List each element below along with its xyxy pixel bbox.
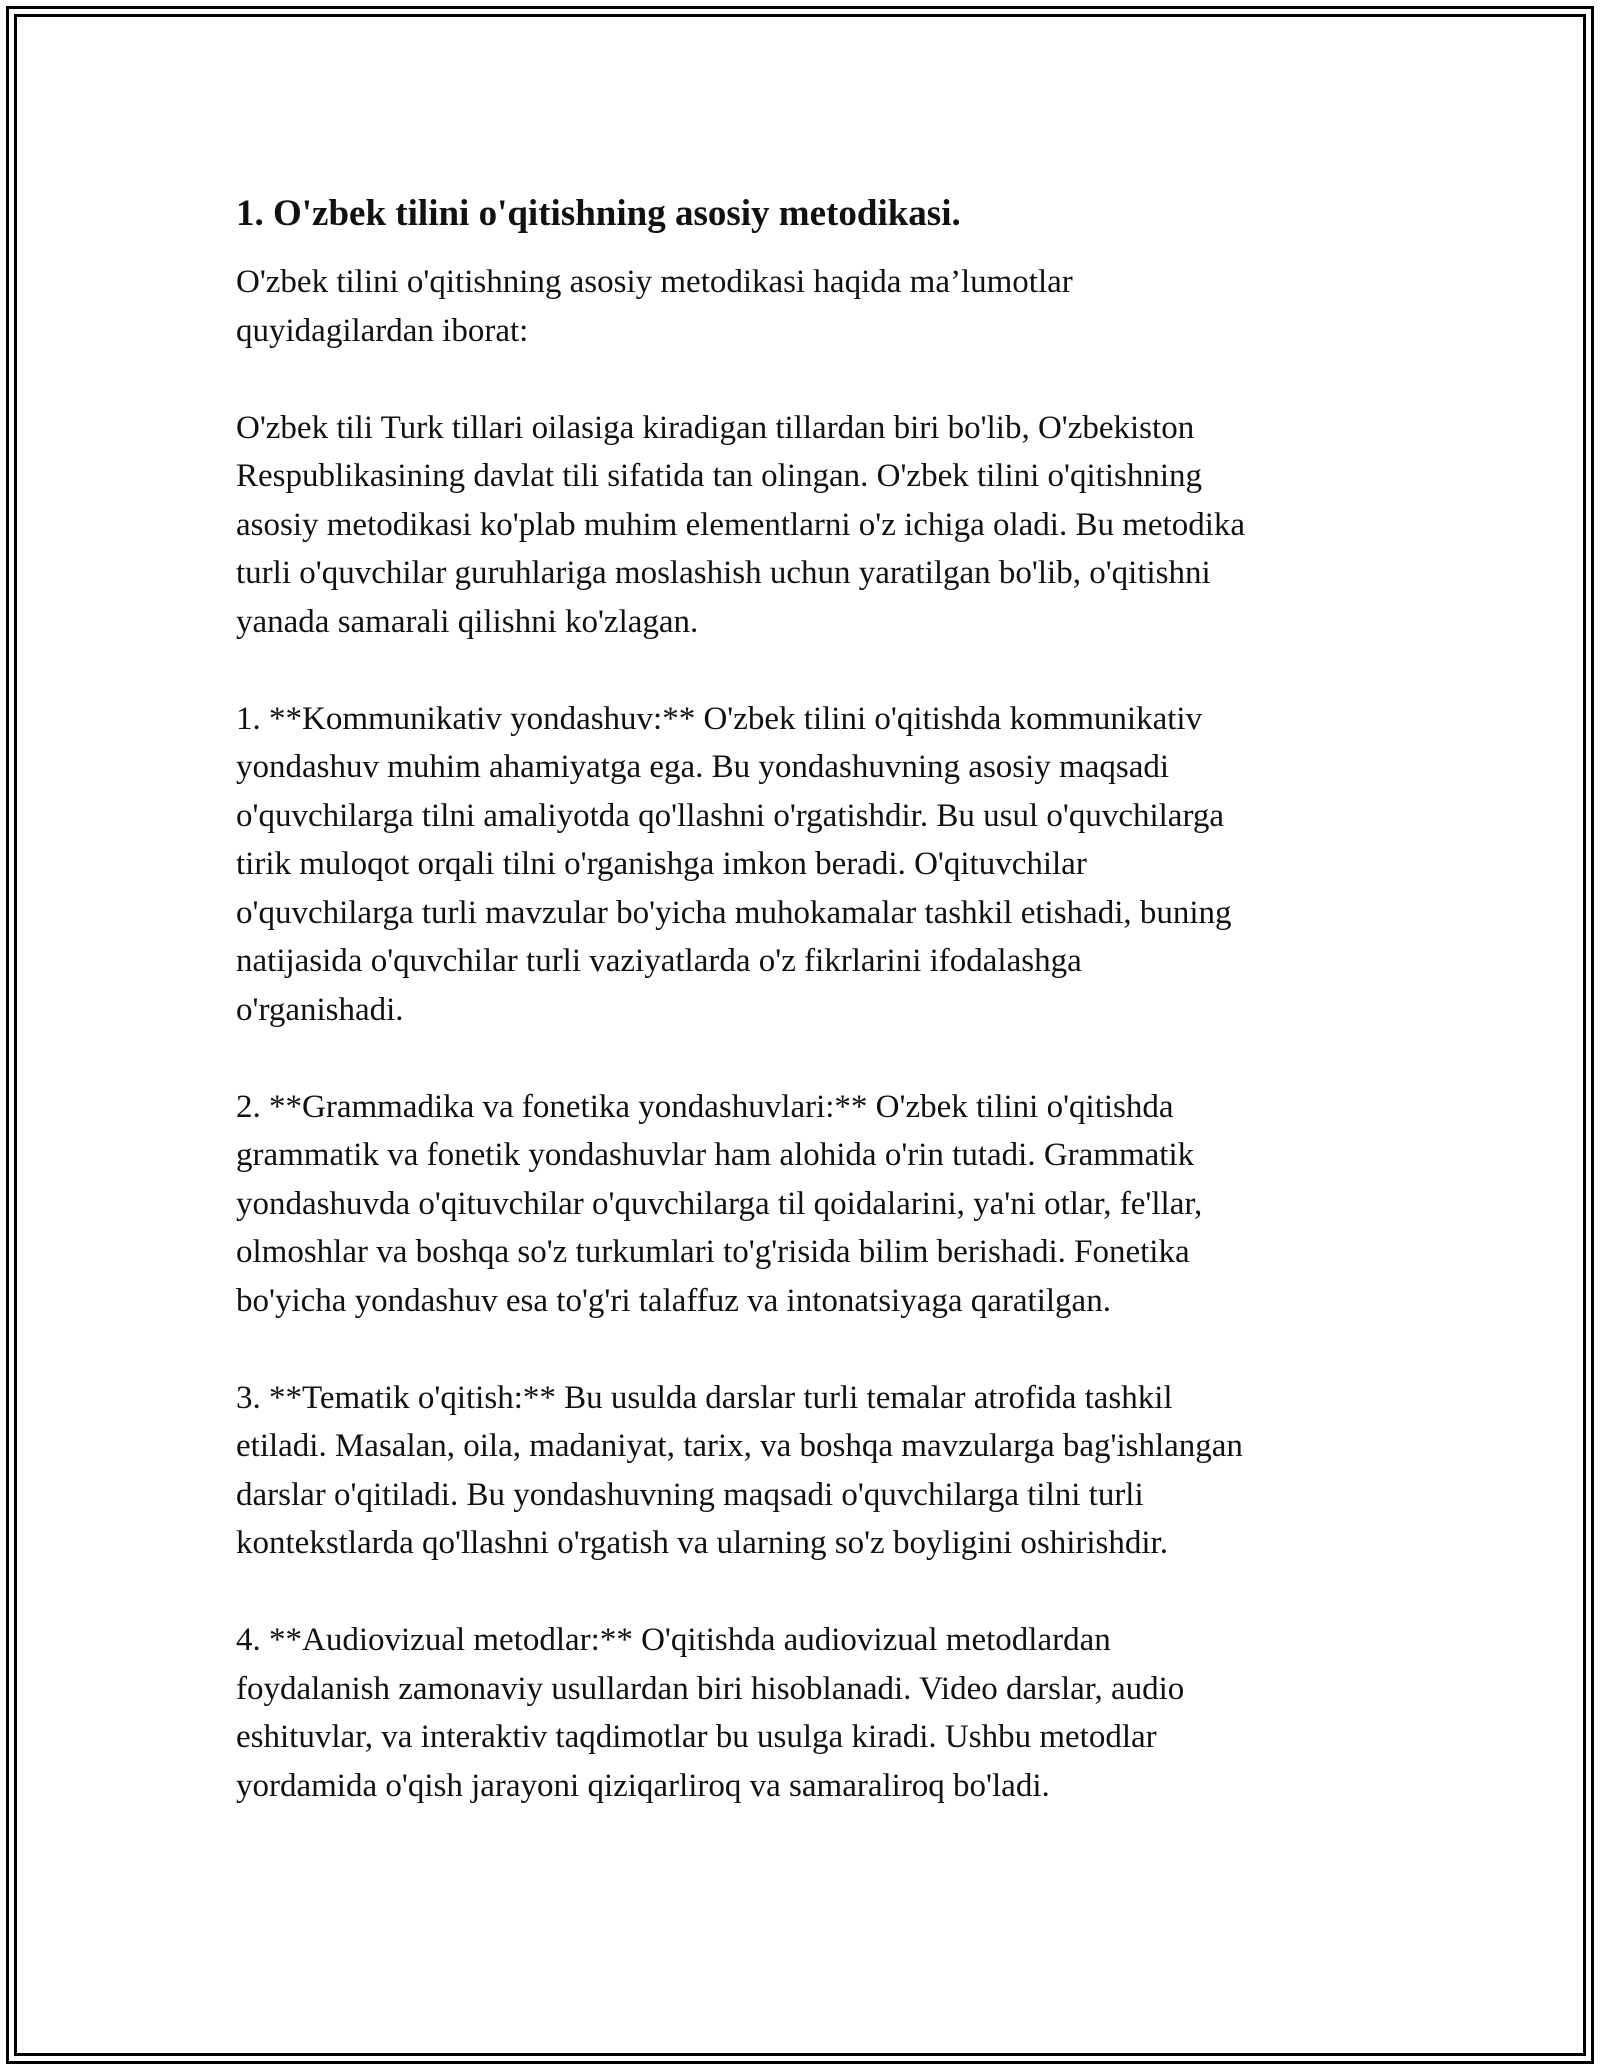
paragraph-line: asosiy metodikasi ko'plab muhim elementlarni o'z ichiga oladi. Bu metodika [236, 506, 1246, 543]
paragraph-line: yondashuvda o'qituvchilar o'quvchilarga til qoidalarini, ya'ni otlar, fe'llar, [236, 1185, 1203, 1222]
paragraph-line: 3. **Tematik o'qitish:** Bu usulda darslar turli temalar atrofida tashkil [236, 1379, 1173, 1416]
paragraph-line: quyidagilardan iborat: [236, 312, 529, 349]
paragraph-1 [236, 258, 1396, 355]
paragraph-line: kontekstlarda qo'llashni o'rgatish va ularning so'z boyligini oshirishdir. [236, 1525, 1168, 1561]
paragraph-line: etiladi. Masalan, oila, madaniyat, tarix, va boshqa mavzularga bag'ishlangan [236, 1428, 1243, 1464]
paragraph-line: foydalanish zamonaviy usullardan biri hisoblanadi. Video darslar, audio [236, 1670, 1185, 1707]
paragraph-line: 4. **Audiovizual metodlar:** O'qitishda audiovizual metodlardan [236, 1622, 1111, 1658]
paragraph-4 [236, 1083, 1396, 1326]
paragraph-line: 2. **Grammadika va fonetika yondashuvlari:** O'zbek tilini o'qitishda [236, 1088, 1174, 1125]
paragraph-line: o'quvchilarga tilni amaliyotda qo'llashni o'rgatishdir. Bu usul o'quvchilarga [236, 797, 1224, 834]
paragraph-6 [236, 1616, 1396, 1810]
paragraph-line: yanada samarali qilishni ko'zlagan. [236, 603, 699, 640]
paragraph-line: yondashuv muhim ahamiyatga ega. Bu yondashuvning asosiy maqsadi [236, 749, 1170, 785]
paragraph-line: bo'yicha yondashuv esa to'g'ri talaffuz va intonatsiyaga qaratilgan. [236, 1282, 1111, 1319]
paragraph-line: turli o'quvchilar guruhlariga moslashish uchun yaratilgan bo'lib, o'qitishni [236, 555, 1211, 591]
paragraph-line: O'zbek tili Turk tillari oilasiga kiradigan tillardan biri bo'lib, O'zbekiston [236, 409, 1195, 446]
document-body [236, 186, 1396, 1859]
paragraph-line: natijasida o'quvchilar turli vaziyatlarda o'z fikrlarini ifodalashga [236, 943, 1082, 979]
paragraph-line: tirik muloqot orqali tilni o'rganishga imkon beradi. O'qituvchilar [236, 846, 1087, 882]
paragraph-line: o'quvchilarga turli mavzular bo'yicha muhokamalar tashkil etishadi, buning [236, 894, 1232, 931]
paragraph-list [236, 258, 1396, 1810]
paragraph-3 [236, 695, 1396, 1035]
paragraph-5 [236, 1374, 1396, 1568]
paragraph-2 [236, 404, 1396, 647]
paragraph-line: eshituvlar, va interaktiv taqdimotlar bu usulga kiradi. Ushbu metodlar [236, 1719, 1157, 1755]
paragraph-line: yordamida o'qish jarayoni qiziqarliroq va samaraliroq bo'ladi. [236, 1767, 1050, 1804]
paragraph-line: Respublikasining davlat tili sifatida tan olingan. O'zbek tilini o'qitishning [236, 458, 1203, 494]
paragraph-line: grammatik va fonetik yondashuvlar ham alohida o'rin tutadi. Grammatik [236, 1137, 1195, 1173]
paragraph-line: o'rganishadi. [236, 991, 404, 1028]
paragraph-line: 1. **Kommunikativ yondashuv:** O'zbek tilini o'qitishda kommunikativ [236, 700, 1203, 737]
document-title: 1. O'zbek tilini o'qitishning asosiy metodikasi. [236, 193, 961, 234]
paragraph-line: olmoshlar va boshqa so'z turkumlari to'g'risida bilim berishadi. Fonetika [236, 1234, 1190, 1270]
paragraph-line: O'zbek tilini o'qitishning asosiy metodikasi haqida ma’lumotlar [236, 264, 1073, 300]
paragraph-line: darslar o'qitiladi. Bu yondashuvning maqsadi o'quvchilarga tilni turli [236, 1476, 1144, 1513]
